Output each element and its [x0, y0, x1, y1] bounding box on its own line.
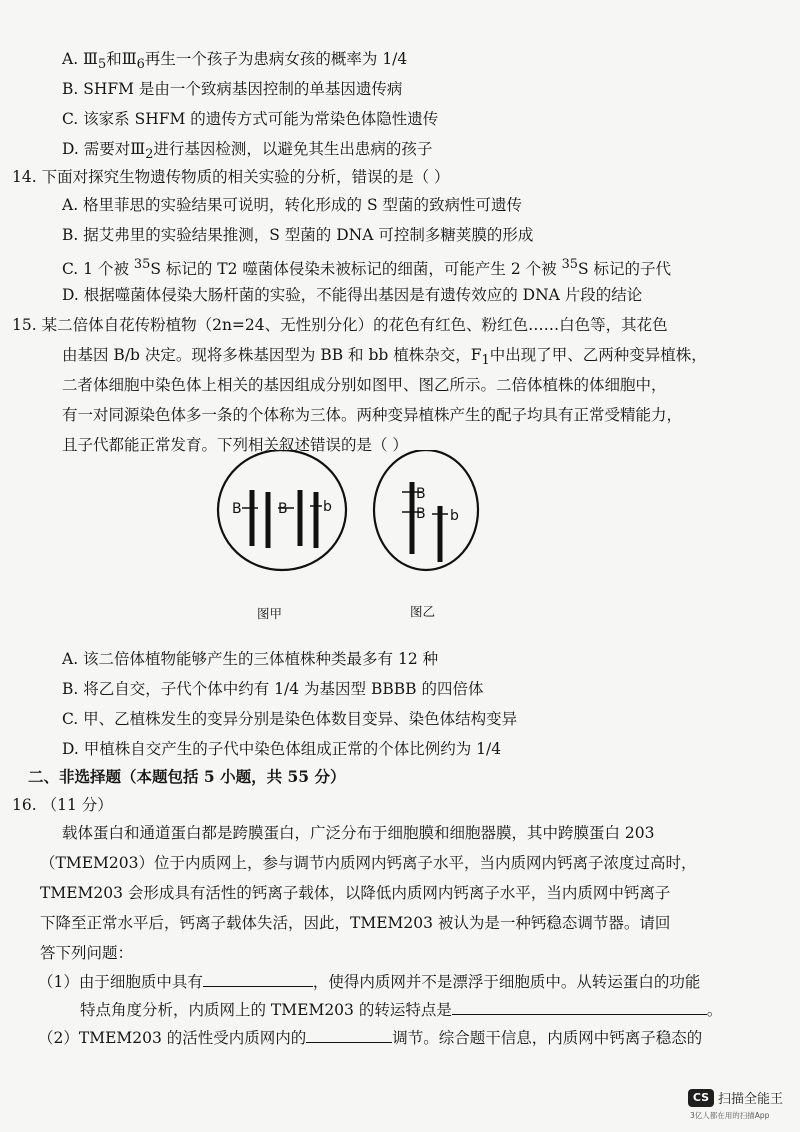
answer-blank-1[interactable] [203, 970, 313, 987]
q15-stem-line2: 由基因 B/b 决定。现将多株基因型为 BB 和 bb 植株杂交，$F_1$中出现了甲、乙两种变异植株， [62, 346, 707, 369]
q14-option-b: B. 据艾弗里的实验结果推测，S 型菌的 DNA 可控制多糖荚膜的形成 [62, 226, 534, 244]
scanner-app-name: 扫描全能王 [718, 1092, 784, 1107]
q16-subquestion-2: （2）TMEM203 的活性受内质网内的 调节。综合题干信息，内质网中钙离子稳态的 [38, 1026, 702, 1049]
q16-para-line3: TMEM203 会形成具有活性的钙离子载体，以降低内质网内钙离子水平，当内质网中钙离子 [40, 884, 671, 902]
cell-yi [374, 450, 478, 570]
q16-para-line4: 下降至正常水平后，钙离子载体失活，因此，TMEM203 被认为是一种钙稳态调节器。请回 [40, 914, 671, 932]
q15-stem-line4: 有一对同源染色体多一条的个体称为三体。两种变异植株产生的配子均具有正常受精能力， [62, 406, 683, 424]
q15-stem-line1: 15. 某二倍体自花传粉植物（2n=24、无性别分化）的花色有红色、粉红色……白色等，其花色 [12, 316, 668, 334]
q15-option-c: C. 甲、乙植株发生的变异分别是染色体数目变异、染色体结构变异 [62, 710, 518, 728]
scanner-logo-icon: CS [688, 1089, 714, 1107]
caption-jia: 图甲 [257, 606, 283, 621]
chromosome-figure [200, 450, 500, 650]
scanner-watermark [688, 1088, 783, 1107]
q13-option-b: B. SHFM 是由一个致病基因控制的单基因遗传病 [62, 80, 403, 98]
answer-blank-3[interactable] [306, 1026, 392, 1043]
gene-label-jia-3: b [323, 499, 332, 515]
q15-option-a: A. 该二倍体植物能够产生的三体植株种类最多有 12 种 [62, 650, 439, 668]
q13-option-d: D. 需要对$Ⅲ_2$进行基因检测，以避免其生出患病的孩子 [62, 140, 433, 163]
q15-option-d: D. 甲植株自交产生的子代中染色体组成正常的个体比例约为 1/4 [62, 740, 502, 758]
q16-number: 16. （11 分） [12, 796, 113, 814]
answer-blank-2[interactable] [452, 998, 707, 1015]
q14-option-d: D. 根据噬菌体侵染大肠杆菌的实验，不能得出基因是有遗传效应的 DNA 片段的结论 [62, 286, 643, 304]
q13-option-c: C. 该家系 SHFM 的遗传方式可能为常染色体隐性遗传 [62, 110, 439, 128]
gene-label-jia-1: B [232, 501, 242, 517]
q14-option-a: A. 格里菲思的实验结果可说明，转化形成的 S 型菌的致病性可遗传 [62, 196, 523, 214]
q16-subquestion-1: （1）由于细胞质中具有 ，使得内质网并不是漂浮于细胞质中。从转运蛋白的功能 [38, 970, 700, 993]
q15-option-b: B. 将乙自交，子代个体中约有 1/4 为基因型 BBBB 的四倍体 [62, 680, 484, 698]
q14-stem: 14. 下面对探究生物遗传物质的相关实验的分析，错误的是（ ） [12, 168, 450, 186]
caption-yi: 图乙 [410, 604, 436, 619]
gene-label-yi-3: b [450, 508, 459, 524]
gene-label-yi-1: B [416, 486, 426, 502]
q16-para-line2: （TMEM203）位于内质网上，参与调节内质网内钙离子水平，当内质网内钙离子浓度过高时， [40, 854, 697, 872]
gene-label-yi-2: B [416, 506, 426, 522]
q15-stem-line5: 且子代都能正常发育。下列相关叙述错误的是（ ） [62, 436, 408, 454]
q16-para-line5: 答下列问题： [40, 944, 134, 962]
q15-stem-line3: 二者体细胞中染色体上相关的基因组成分别如图甲、图乙所示。二倍体植株的体细胞中， [62, 376, 667, 394]
section-heading: 二、非选择题（本题包括 5 小题，共 55 分） [28, 767, 346, 786]
q13-option-a: A. $Ⅲ_5$和$Ⅲ_6$再生一个孩子为患病女孩的概率为 1/4 [62, 50, 408, 73]
q14-option-c: C. 1 个被 $^{35}$S 标记的 T2 噬菌体侵染未被标记的细菌，可能产生 2 个被 $^{35}$S 标记的子代 [62, 257, 672, 279]
q16-subquestion-1b: 特点角度分析，内质网上的 TMEM203 的转运特点是 。 [80, 998, 722, 1021]
gene-label-jia-2: B [278, 501, 288, 517]
q16-para-line1: 载体蛋白和通道蛋白都是跨膜蛋白，广泛分布于细胞膜和细胞器膜，其中跨膜蛋白 203 [62, 824, 655, 842]
scanner-tagline: 3亿人都在用的扫描App [690, 1111, 770, 1120]
